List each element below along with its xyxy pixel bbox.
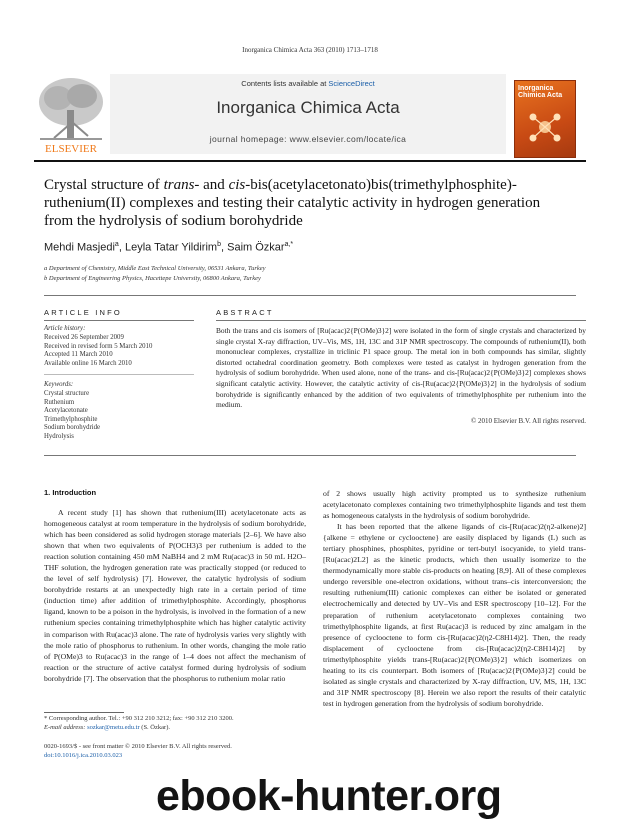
contents-prefix: Contents lists available at [241,79,329,88]
article-info-heading: ARTICLE INFO [44,308,122,317]
history-item: Received in revised form 5 March 2010 [44,342,153,350]
tree-icon [34,72,108,156]
body-paragraph: A recent study [1] has shown that ruthenium(III) acetylacetonate acts as homogeneous catalyst at room temperature in the hydrolysis of sodium borohydride, which has been considered as solid hydrogen storage materials [2–6]. We have also shown that when two equivalents of P(OCH3)3 per ruthenium is added to the reaction solution containing 450 mM NaBH4 and 2 mM Ru(acac)3 in 50 mL H2O–THF solution, the hydrogen generation rate was practically stopped (or reduced to the level of self hydrolysis) [7]. However, the catalytic hydrolysis of sodium borohydride restarts at an unexpectedly high rate in a certain period of time (induction time) after addition of trimethylphosphite. Accordingly, phosphorus ligand, known to be a poison in the hydrolysis, is involved in the formation of a new ruthenium species containing trimethylphosphite which has higher catalytic activity in comparison with Ru(acac)3 alone. The rate of hydrolysis varies very slightly with the mole ratio of phosphorus to ruthenium. In other words, changing the mole ratio of P(OMe)3 to Ru(acac)3 in the range of 1–4 does not affect the mechanism of reaction or the structure of active catalyst formed during hydrolysis of sodium borohydride [7]. The observation that the phosphorus to ruthenium molar ratio [44,508,306,683]
abstract-text: Both the trans and cis isomers of [Ru(acac)2{P(OMe)3}2] were isolated in the form of single crystals and characterized by single crystal X-ray diffraction, UV–Vis, MS, 1H, 13C and 31P NMR spectroscopy. The compounds of ruthenium(II), both mononuclear complexes, crystallize in triclinic P1 space group. The metal ion in both compounds has similar, slightly distorted octahedral coordination geometry. Both complexes were tested as catalyst in hydrogen generation from the hydrolysis of sodium borohydride. When used alone, none of the trans- and cis-[Ru(acac)2{P(OMe)3}2] complexes shows significant catalytic activity. However, the catalytic activity of cis-[Ru(acac)2{P(OMe)3}2] in the hydrolysis of sodium borohydride is significantly enhanced by the addition of two equivalents of trimethylphosphite per ruthenium into the medium. [216,326,586,410]
homepage-link[interactable]: www.elsevier.com/locate/ica [289,134,407,144]
history-label: Article history: [44,325,86,332]
article-title [44,176,564,230]
body-paragraph: It has been reported that the alkene ligands of cis-[Ru(acac)2(η2-alkene)2] {alkene = ethylene or cyclooctene} are easily displaced by ligands (L) such as tertiary phosphines, phosphites, pyridine or tert-butyl isocyanide, to yield trans-[Ru(acac)2L2] as the kinetic products, which then usually isomerize to the thermodynamically more stable cis-products on heating [8,9]. All of these complexes undergo reversible one-electron oxidations, without trans–cis interconversion; the resulting ruthenium(III) cationic complexes can either be isolated or generated electrochemically and detected by UV–Vis and ESR spectroscopy [10–12]. For the preparation of ruthenium acetylacetonato complexes containing two trimethylphosphite ligands, at first Ru(acac)3 is reduced by zinc amalgam in the presence of cyclooctene to form cis-[Ru(acac)2(η2-C8H14)2]. Then, the ready displacement of cyclooctene from cis-[Ru(acac)2(η2-C8H14)2] by trimethylphosphite yields trans-[Ru(acac)2{P(OMe)3}2] which isomerizes on heating to its cis counterpart. Both isomers of [Ru(acac)2{P(OMe)3}2] could be isolated as single crystals and characterized by X-ray diffraction, UV, MS, 1H, 13C and 31P NMR spectroscopy [8]. Herein we also report the results of their catalytic test in hydrogen generation from the hydrolysis of sodium borohydride. [323,522,586,708]
keyword: Ruthenium [44,398,75,406]
affiliation-a: a Department of Chemistry, Middle East Technical University, 06531 Ankara, Turkey [44,265,266,272]
body-column-left [44,507,306,684]
body-paragraph: of 2 shows usually high activity prompted us to synthesize ruthenium acetylacetonato complexes containing two trimethylphosphite ligands and test them as homogeneous catalysts in the hydrolysis of sodium borohydride. [323,489,586,521]
journal-reference: Inorganica Chimica Acta 363 (2010) 1713–1718 [242,46,378,54]
journal-title: Inorganica Chimica Acta [216,98,400,117]
author-name[interactable]: Saim Özkar [227,241,285,254]
elsevier-logo[interactable] [34,72,108,156]
history-item: Received 26 September 2009 [44,334,124,341]
keyword: Sodium borohydride [44,424,101,432]
keyword: Acetylacetonate [44,407,88,415]
corresponding-author-footnote [44,714,306,732]
history-item: Accepted 11 March 2010 [44,351,113,359]
footnote-rule [44,712,124,713]
author-name[interactable]: Leyla Tatar Yildirim [124,241,218,254]
issn-line: 0020-1693/$ - see front matter © 2010 Elsevier B.V. All rights reserved. [44,743,232,750]
keyword: Crystal structure [44,390,90,397]
email-suffix: (S. Özkar). [139,724,170,731]
body-column-right [323,488,586,709]
title-part-5: -bis(acetylacetonato)bis(trimethylphosphite)-ruthenium(II) complexes and testing their catalytic activity in hydrogen generation from the hydrolysis of sodium borohydride [44,177,541,229]
journal-homepage [110,134,506,144]
section-rule [44,295,576,296]
author-sup: a,* [284,241,294,248]
email-label: E-mail address: [44,724,88,731]
homepage-prefix: journal homepage: [209,134,290,144]
title-part-2: trans [163,177,195,193]
keyword: Hydrolysis [44,433,74,440]
cover-title: Inorganica Chimica Acta [518,85,563,99]
doi-link[interactable]: doi:10.1016/j.ica.2010.03.023 [44,752,123,759]
author-sup: b [217,241,221,248]
email-link[interactable]: sozkar@metu.edu.tr [87,724,140,731]
watermark: ebook-hunter.org [156,772,502,820]
sciencedirect-link[interactable]: ScienceDirect [328,79,375,88]
cover-molecule-icon [523,107,567,147]
journal-cover[interactable] [514,80,576,158]
keyword: Trimethylphosphite [44,415,98,423]
title-part-4: cis [228,177,246,193]
abstract-end-rule [44,455,576,456]
title-part-1: Crystal structure of [44,177,164,193]
article-info-rule [44,320,194,321]
author-sup: a [114,241,119,248]
title-part-3: - and [194,177,229,193]
header-rule [34,160,586,162]
affiliation-b: b Department of Engineering Physics, Hacettepe University, 06800 Ankara, Turkey [44,275,261,282]
history-item: Available online 16 March 2010 [44,359,132,367]
corresponding-author-contact: * Corresponding author. Tel.: +90 312 210 3212; fax: +90 312 210 3200. [44,715,234,722]
keywords-label: Keywords: [44,381,74,388]
author-name[interactable]: Mehdi Masjedi [44,241,115,254]
section-heading-introduction: 1. Introduction [44,488,97,497]
elsevier-wordmark: ELSEVIER [45,143,97,155]
email-line [44,723,306,732]
keywords-rule [44,374,194,375]
contents-line [110,79,506,88]
issn-block [44,742,306,760]
abstract-rule [216,320,586,321]
copyright-notice: © 2010 Elsevier B.V. All rights reserved. [470,417,586,425]
abstract-heading: ABSTRACT [216,308,274,317]
author-list: Mehdi Masjedi$^a$, Leyla Tatar Yildirim$^b$, Saim Özkar$^{a,*}$ [44,241,294,254]
